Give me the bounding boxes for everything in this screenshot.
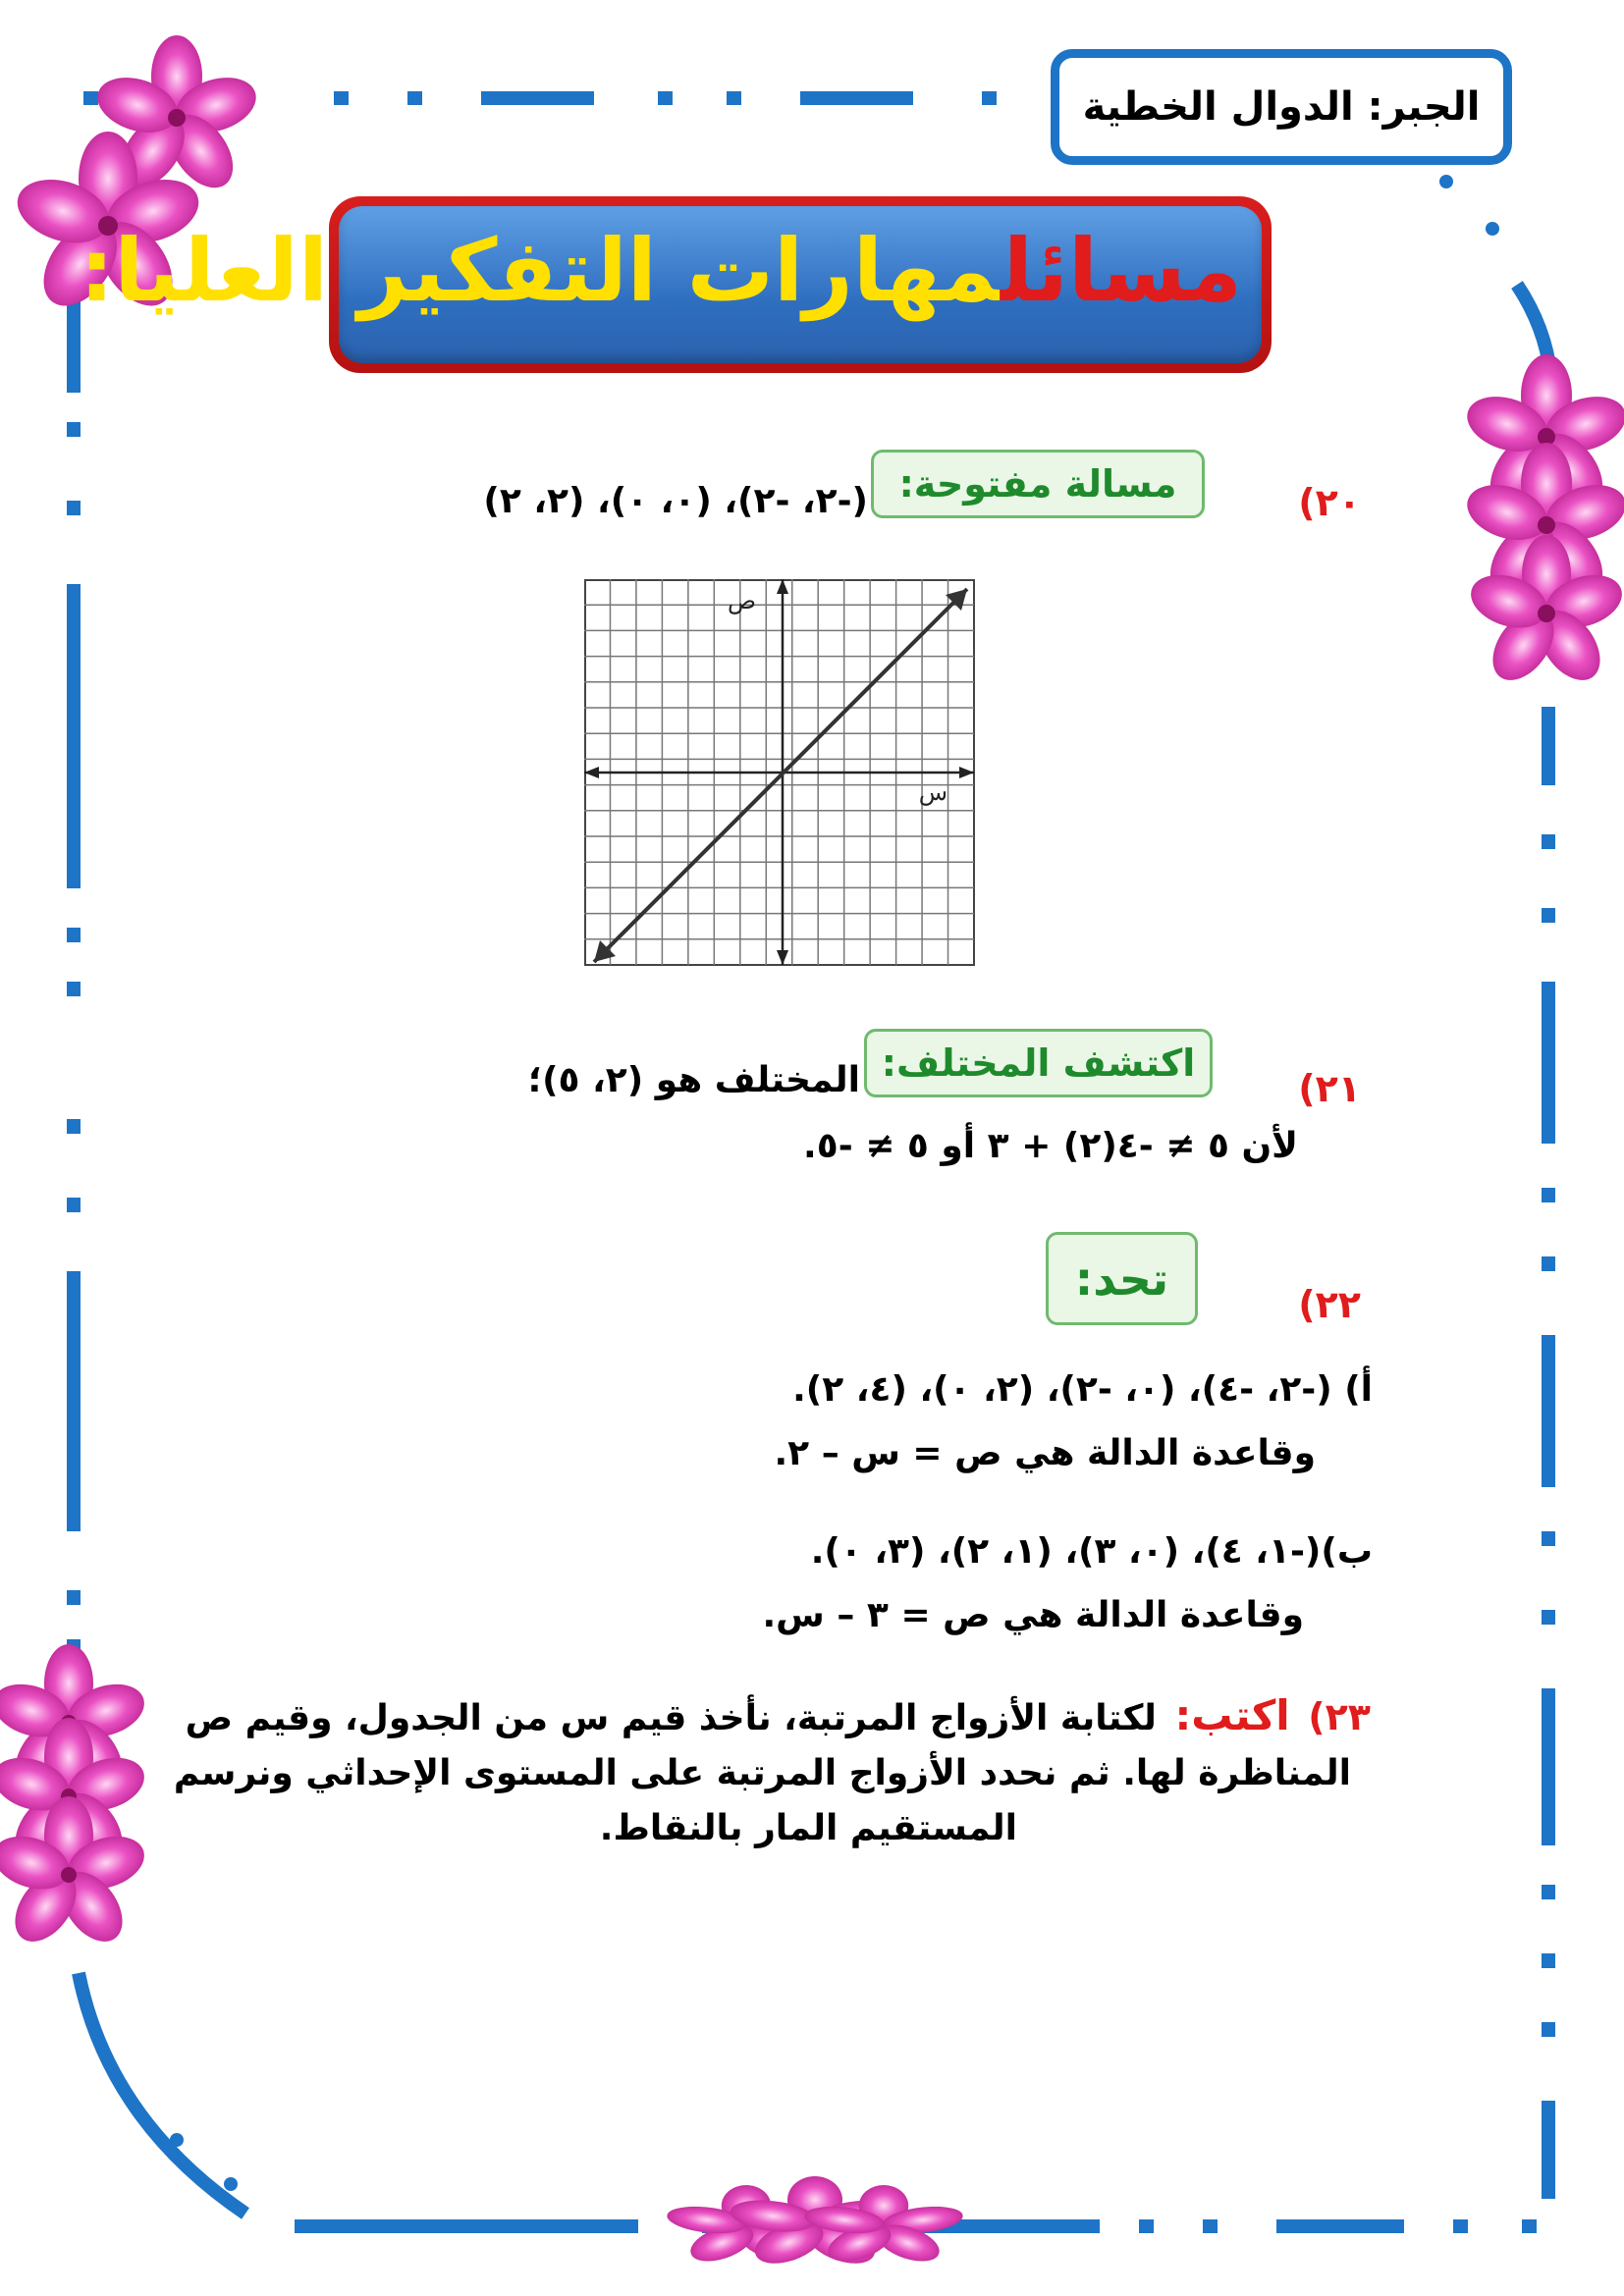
header-title-box xyxy=(1051,49,1512,165)
question-23-text1: لكتابة الأزواج المرتبة، نأخذ قيم س من الجدول، وقيم ص xyxy=(185,1698,1157,1738)
question-22-part-a: أ) (-٢، -٤)، (٠، -٢)، (٢، ٠)، (٤، ٢). xyxy=(792,1369,1373,1410)
flower-cluster-right xyxy=(1453,353,1624,687)
y-axis-label: ص xyxy=(727,587,756,614)
question-23-number: ٢٣) xyxy=(1308,1695,1371,1738)
question-21-line1: المختلف هو (٢، ٥)؛ xyxy=(527,1060,860,1100)
question-22-part-b-rule: وقاعدة الدالة هي ص = ٣ – س. xyxy=(762,1595,1304,1635)
question-21-number: ٢١) xyxy=(1298,1067,1361,1110)
question-20-number: ٢٠) xyxy=(1298,481,1361,524)
question-20-label: مسالة مفتوحة: xyxy=(871,450,1205,518)
flower-cluster-bottom xyxy=(677,2169,952,2277)
question-23-text3: المستقيم المار بالنقاط. xyxy=(599,1808,1017,1848)
header-title: الجبر: الدوال الخطية xyxy=(1082,84,1481,130)
coordinate-graph xyxy=(584,579,977,972)
question-22-label: تحد: xyxy=(1046,1232,1198,1325)
flower-cluster-bottom-left xyxy=(0,1649,147,1944)
section-banner xyxy=(80,196,1272,373)
question-22-part-b: ب)(-١، ٤)، (٠، ٣)، (١، ٢)، (٣، ٠). xyxy=(810,1531,1373,1572)
question-21-line2: لأن ٥ ≠ -٤(٢) + ٣ أو ٥ ≠ -٥. xyxy=(803,1126,1298,1166)
question-22-part-a-rule: وقاعدة الدالة هي ص = س – ٢. xyxy=(774,1433,1316,1473)
question-23-label: اكتب: xyxy=(1174,1691,1290,1739)
question-23 xyxy=(173,1688,1371,1856)
question-21-label: اكتشف المختلف: xyxy=(864,1029,1213,1097)
question-20-answer: (-٢، -٢)، (٠، ٠)، (٢، ٢) xyxy=(483,481,868,521)
banner-title: مسائلمهارات التفكير العليا: xyxy=(80,220,1242,321)
question-23-text2: المناظرة لها. ثم نحدد الأزواج المرتبة على المستوى الإحداثي ونرسم xyxy=(173,1753,1351,1793)
question-22-number: ٢٢) xyxy=(1298,1283,1361,1326)
x-axis-label: س xyxy=(918,778,947,806)
